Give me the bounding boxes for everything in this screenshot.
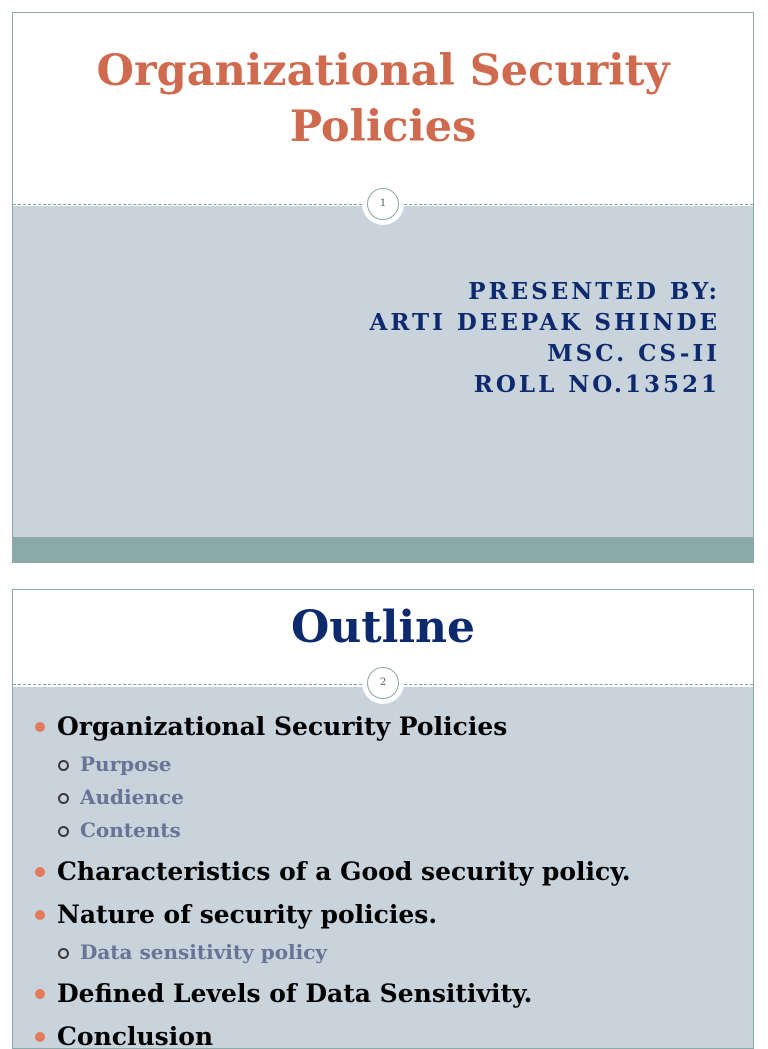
list-item <box>13 705 753 748</box>
body-area <box>13 206 753 537</box>
list-subitem <box>13 936 753 969</box>
footer-band <box>13 537 753 563</box>
bullet-icon <box>35 722 45 732</box>
title-line-1: Organizational Security <box>96 46 670 96</box>
title-line-2: Policies <box>289 102 477 152</box>
list-subitem <box>13 814 753 847</box>
bullet-icon <box>35 910 45 920</box>
list-subitem-label: Purpose <box>80 752 172 776</box>
list-item <box>13 972 753 1015</box>
bullet-icon <box>35 989 45 999</box>
list-item <box>13 1015 753 1049</box>
list-subitem-label: Contents <box>80 818 181 842</box>
slide-number: 2 <box>367 667 399 699</box>
circle-bullet-icon <box>58 826 69 837</box>
bullet-icon <box>35 867 45 877</box>
circle-bullet-icon <box>58 760 69 771</box>
slide-2 <box>12 589 754 1049</box>
slide-number-badge <box>362 183 404 225</box>
presenter-name: ARTI DEEPAK SHINDE <box>369 309 720 336</box>
list-subitem <box>13 748 753 781</box>
list-subitem-label: Data sensitivity policy <box>80 940 328 964</box>
list-item-label: Defined Levels of Data Sensitivity. <box>57 979 533 1008</box>
circle-bullet-icon <box>58 793 69 804</box>
slide-number: 1 <box>367 188 399 220</box>
slide-1 <box>12 12 754 563</box>
presenter-info <box>369 276 720 400</box>
circle-bullet-icon <box>58 948 69 959</box>
title-area <box>13 13 753 206</box>
list-item <box>13 850 753 893</box>
list-subitem-label: Audience <box>80 785 184 809</box>
list-subitem <box>13 781 753 814</box>
slide-title: Outline <box>290 602 476 653</box>
bullet-icon <box>35 1032 45 1042</box>
list-item-label: Nature of security policies. <box>57 900 438 929</box>
slide-number-badge <box>362 662 404 704</box>
list-item-label: Organizational Security Policies <box>57 712 508 741</box>
list-item-label: Conclusion <box>57 1022 214 1049</box>
list-item-label: Characteristics of a Good security policy. <box>57 857 631 886</box>
list-item <box>13 893 753 936</box>
presented-by-label: PRESENTED BY: <box>468 278 720 305</box>
outline-list <box>13 705 753 1049</box>
presenter-roll-number: ROLL NO.13521 <box>473 371 720 398</box>
presenter-course: MSC. CS-II <box>547 340 720 367</box>
slide-title <box>13 43 753 155</box>
